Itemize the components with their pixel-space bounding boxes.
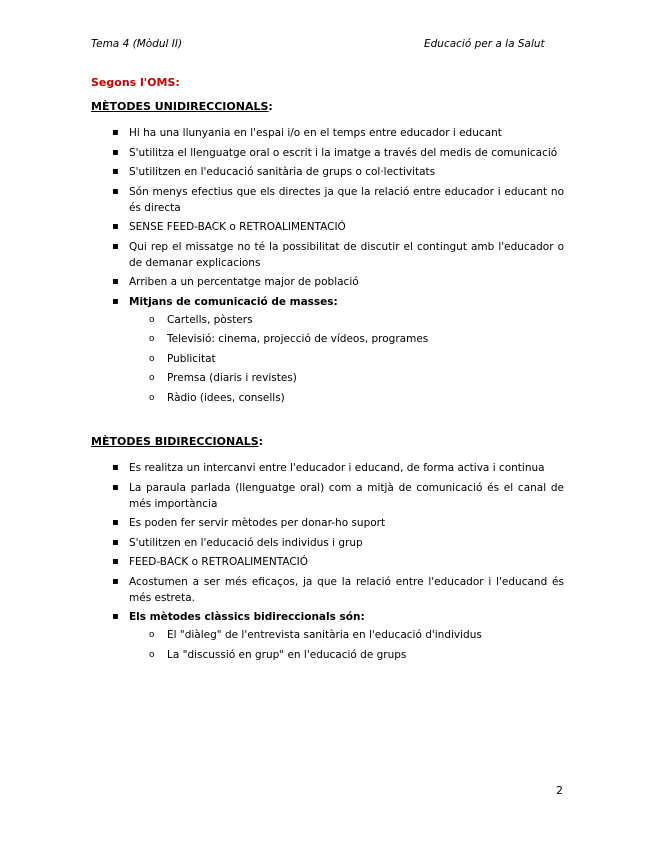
list-item: ▪ SENSE FEED-BACK o RETROALIMENTACIÓ [112, 221, 346, 233]
list-item-mass-media: ▪ Mitjans de comunicació de masses: o Cartells, pòsters o Televisió: cinema, projecció de vídeos, programes o Publicitat o Premsa (diaris i revistes) o Ràdio (idees, consells) [0, 294, 564, 406]
bullet-icon: ▪ [112, 240, 119, 252]
bullet-icon: ▪ [112, 462, 119, 473]
page-number: 2 [556, 784, 563, 797]
bullet-icon: ▪ [112, 536, 119, 548]
unidirectional-list [0, 125, 655, 409]
sub-list-item: o La "discussió en grup" en l'educació de grups [149, 648, 407, 661]
bidirectional-list [0, 460, 655, 666]
list-item: ▪ Són menys efectius que els directes ja que la relació entre educador i educant no és directa [112, 185, 564, 214]
circle-bullet-icon: o [149, 649, 155, 660]
list-item: ▪ FEED-BACK o RETROALIMENTACIÓ [112, 556, 309, 568]
list-item: ▪ La paraula parlada (llenguatge oral) com a mitjà de comunicació és el canal de més importància [112, 481, 564, 510]
list-item: ▪ Arriben a un percentatge major de població [112, 276, 359, 288]
bullet-icon: ▪ [112, 517, 119, 528]
header-left: Tema 4 (Mòdul II) [91, 38, 183, 50]
bullet-icon: ▪ [112, 146, 119, 158]
circle-bullet-icon: o [149, 353, 155, 364]
bullet-icon: ▪ [112, 276, 119, 287]
list-item: ▪ Acostumen a ser més eficaços, ja que la relació entre l'educador i l'educand és més estreta. [112, 575, 564, 604]
bullet-icon: ▪ [112, 185, 119, 197]
circle-bullet-icon: o [149, 392, 155, 403]
header-right: Educació per a la Salut [424, 38, 545, 50]
circle-bullet-icon: o [149, 334, 155, 344]
circle-bullet-icon: o [149, 630, 155, 640]
list-item: ▪ S'utilitzen en l'educació sanitària de grups o col·lectivitats [112, 166, 436, 178]
circle-bullet-icon: o [149, 373, 155, 383]
sub-list-item: o Publicitat [149, 352, 216, 365]
bullet-icon: ▪ [112, 556, 119, 567]
sub-list-item: o Premsa (diaris i revistes) [149, 372, 297, 384]
sub-list-item: o Ràdio (idees, consells) [149, 391, 285, 404]
section-title-bidirectional [91, 435, 263, 448]
bullet-icon: ▪ [112, 611, 119, 622]
circle-bullet-icon: o [149, 314, 155, 325]
who-subtitle: Segons l'OMS: [91, 76, 180, 89]
unidirectional-title-text: MÈTODES UNIDIRECCIONALS [91, 100, 269, 113]
sub-list-item: o Televisió: cinema, projecció de vídeos, programes [149, 333, 429, 345]
mass-media-sublist [129, 312, 564, 406]
list-item: ▪ S'utilitzen en l'educació dels individus i grup [112, 536, 363, 549]
section-title-unidirectional [91, 100, 273, 113]
bullet-icon: ▪ [112, 481, 119, 493]
bidirectional-title-colon: : [258, 435, 264, 448]
bullet-icon: ▪ [112, 127, 119, 138]
sub-list-item: o Cartells, pòsters [149, 313, 253, 326]
bullet-icon: ▪ [112, 221, 119, 232]
bidirectional-title-text: MÈTODES BIDIRECCIONALS [91, 435, 259, 448]
bullet-icon: ▪ [112, 166, 119, 177]
list-item-classic-methods: ▪ Els mètodes clàssics bidireccionals són: o El "diàleg" de l'entrevista sanitària en l'educació d'individus o La "discussió en grup" en l'educació de grups [0, 609, 564, 663]
sub-list-item: o El "diàleg" de l'entrevista sanitària en l'educació d'individus [149, 629, 482, 641]
list-item: ▪ Qui rep el missatge no té la possibilitat de discutir el contingut amb l'educador o de demanar explicacions [112, 240, 564, 269]
unidirectional-title-colon: : [268, 100, 273, 113]
bullet-icon: ▪ [112, 575, 119, 587]
bullet-icon: ▪ [112, 295, 119, 307]
list-item: ▪ S'utilitza el llenguatge oral o escrit i la imatge a través del medis de comunicació [112, 146, 558, 159]
list-item: ▪ Es poden fer servir mètodes per donar-ho suport [112, 517, 386, 529]
list-item: ▪ Hi ha una llunyania en l'espai i/o en el temps entre educador i educant [112, 127, 502, 139]
classic-methods-sublist [129, 627, 564, 663]
list-item: ▪ Es realitza un intercanvi entre l'educador i educand, de forma activa i continua [112, 462, 545, 474]
